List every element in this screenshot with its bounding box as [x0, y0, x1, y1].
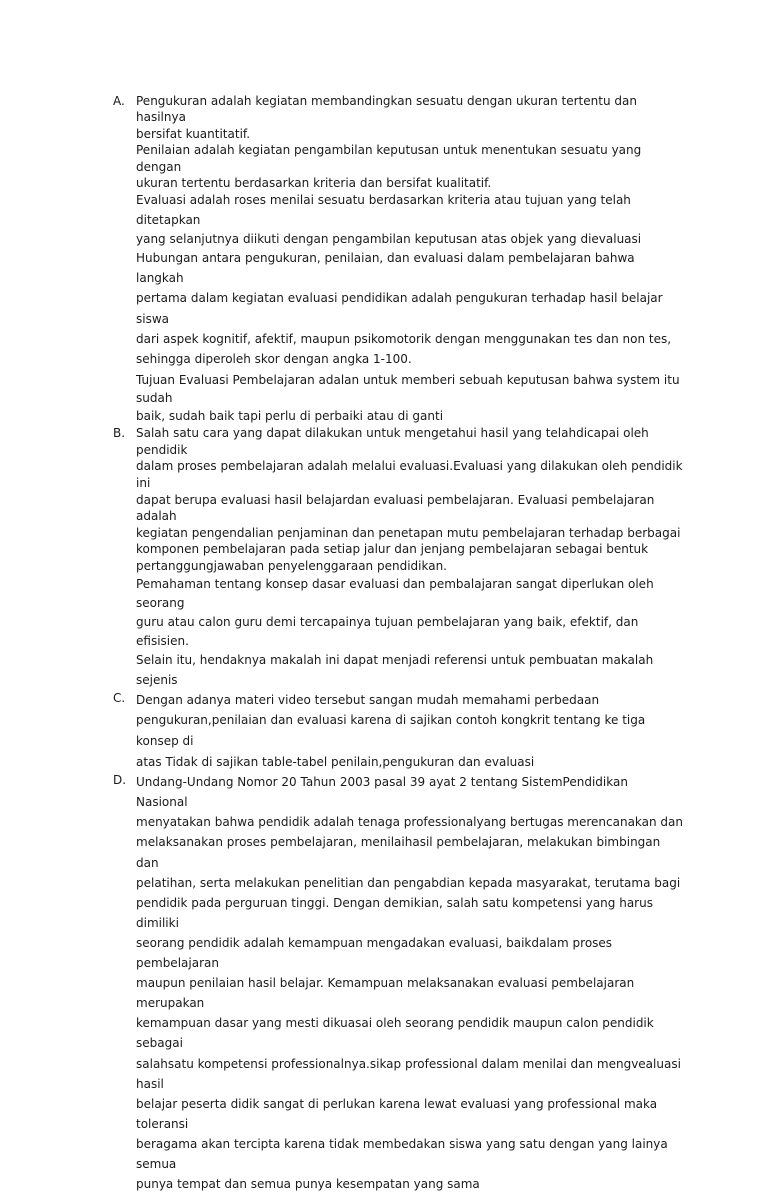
answer-list	[113, 93, 683, 1194]
paragraph-a-2: Penilaian adalah kegiatan pengambilan keputusan untuk menentukan sesuatu yang dengan ukuran tertentu berdasarkan kriteria dan bersifat kualitatif.	[136, 143, 642, 191]
list-marker-c: C.	[113, 690, 126, 705]
list-marker-b: B.	[113, 426, 126, 441]
paragraph-b-1: Salah satu cara yang dapat dilakukan untuk mengetahui hasil yang telahdicapai oleh pendidik dalam proses pembelajaran adalah melalui evaluasi.Evaluasi yang dilakukan oleh pendidik ini dapat berupa evaluasi hasil belajardan evaluasi pembelajaran. Evaluasi pembelajaran adalah kegiatan pengendalian penjaminan dan penetapan mutu pembelajaran terhadap berbagai komponen pembelajaran pada setiap jalur dan jenjang pembelajaran sebagai bentuk pertanggungjawaban penyelenggaraan pendidikan.	[136, 426, 683, 574]
paragraph-a-3: Evaluasi adalah roses menilai sesuatu berdasarkan kriteria atau tujuan yang telah ditetapkan yang selanjutnya diikuti dengan pengambilan keputusan atas objek yang dievaluasi	[136, 193, 642, 246]
paragraph-b-2: Pemahaman tentang konsep dasar evaluasi dan pembalajaran sangat diperlukan oleh seorang guru atau calon guru demi tercapainya tujuan pembelajaran yang baik, efektif, dan efisisien. Selain itu, hendaknya makalah ini dapat menjadi referensi untuk pembuatan makalah sejenis	[136, 576, 654, 687]
list-item-a	[113, 93, 683, 425]
paragraph-a-4: Hubungan antara pengukuran, penilaian, dan evaluasi dalam pembelajaran bahwa langkah pertama dalam kegiatan evaluasi pendidikan adalah pengukuran terhadap hasil belajar siswa dari aspek kognitif, afektif, maupun psikomotorik dengan menggunakan tes dan non tes, sehingga diperoleh skor dengan angka 1-100.	[136, 251, 672, 367]
list-item-d	[113, 772, 683, 1194]
list-marker-a: A.	[113, 94, 125, 108]
paragraph-d-1: Undang-Undang Nomor 20 Tahun 2003 pasal 39 ayat 2 tentang SistemPendidikan Nasional menyatakan bahwa pendidik adalah tenaga professionalyang bertugas merencanakan dan melaksanakan proses pembelajaran, menilaihasil pembelajaran, melakukan bimbingan dan pelatihan, serta melakukan penelitian dan pengabdian kepada masyarakat, terutama bagi pendidik pada perguruan tinggi. Dengan demikian, salah satu kompetensi yang harus dimiliki seorang pendidik adalah kemampuan mengadakan evaluasi, baikdalam proses pembelajaran maupun penilaian hasil belajar. Kemampuan melaksanakan evaluasi pembelajaran merupakan kemampuan dasar yang mesti dikuasai oleh seorang pendidik maupun calon pendidik sebagai salahsatu kompetensi professionalnya.sikap professional dalam menilai dan mengvealuasi hasil belajar peserta didik sangat di perlukan karena lewat evaluasi yang professional maka toleransi beragama akan tercipta karena tidak membedakan siswa yang satu dengan yang lainya semua punya tempat dan semua punya kesempatan yang sama	[136, 775, 684, 1192]
list-item-b	[113, 425, 683, 690]
paragraph-a-5: Tujuan Evaluasi Pembelajaran adalan untuk memberi sebuah keputusan bahwa system itu sudah baik, sudah baik tapi perlu di perbaiki atau di ganti	[136, 373, 680, 424]
list-marker-d: D.	[113, 773, 127, 788]
list-item-c	[113, 690, 683, 772]
paragraph-a-1: Pengukuran adalah kegiatan membandingkan sesuatu dengan ukuran tertentu dan hasilnya bersifat kuantitatif.	[136, 94, 637, 141]
paragraph-c-1: Dengan adanya materi video tersebut sangan mudah memahami perbedaan pengukuran,penilaian dan evaluasi karena di sajikan contoh kongkrit tentang ke tiga konsep di atas Tidak di sajikan table-tabel penilain,pengukuran dan evaluasi	[136, 692, 646, 769]
